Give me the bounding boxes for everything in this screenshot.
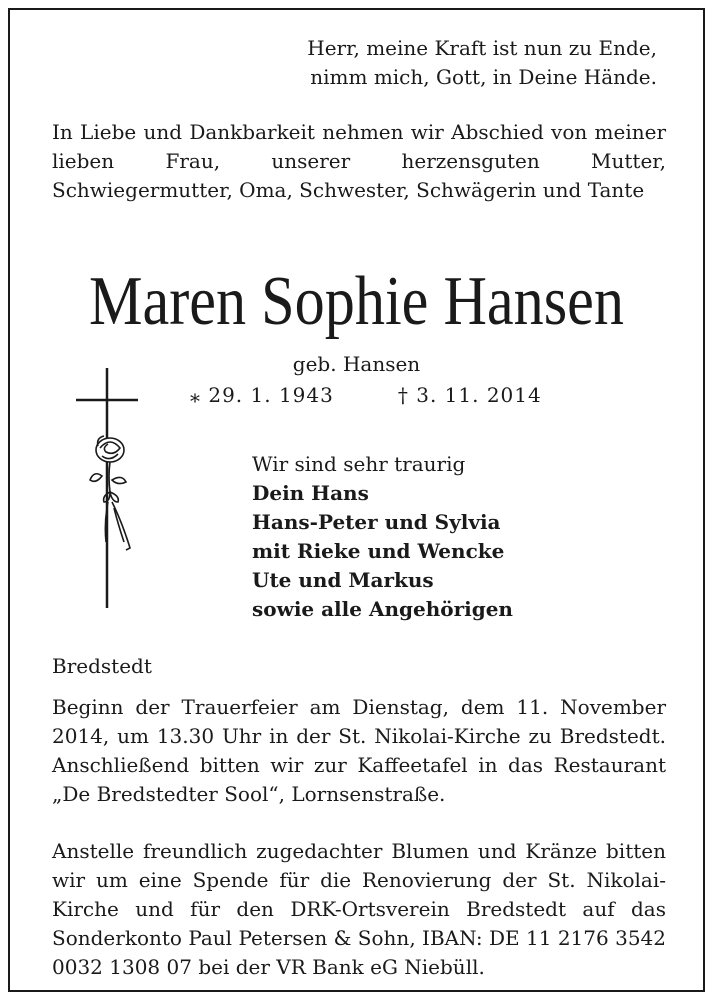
funeral-notice: Beginn der Trauerfeier am Dienstag, dem 11. November 2014, um 13.30 Uhr in der St. Nikolai-Kirche zu Bredstedt. Anschließend bitten wir zur Kaffeetafel in das Restaurant „De Bredstedter Sool“, Lornsenstraße. — [52, 695, 666, 806]
life-dates — [190, 380, 542, 410]
cross-with-rose-icon — [72, 358, 142, 608]
mourner-1: Dein Hans — [252, 481, 369, 505]
mourners-lead: Wir sind sehr traurig — [252, 452, 466, 476]
mourner-4: Ute und Markus — [252, 568, 434, 592]
donation-notice: Anstelle freundlich zugedachter Blumen und Kränze bitten wir um eine Spende für die Renovierung der St. Nikolai-Kirche und für den DRK-Ortsverein Bredstedt auf das Sonderkonto Paul Petersen & Sohn, IBAN: DE 11 2176 3542 0032 1308 07 bei der VR Bank eG Niebüll. — [52, 839, 666, 979]
birth-name: geb. Hansen — [292, 352, 421, 376]
intro-text: In Liebe und Dankbarkeit nehmen wir Abschied von meiner lieben Frau, unserer herzensguten Mutter, Schwiegermutter, Oma, Schwester, Schwägerin und Tante — [52, 120, 666, 202]
mourners-list — [252, 450, 513, 624]
mourner-5: sowie alle Angehörigen — [252, 597, 513, 621]
mourner-3: mit Rieke und Wencke — [252, 539, 505, 563]
deceased-name: Maren Sophie Hansen — [88, 263, 624, 340]
motto-line-2: nimm mich, Gott, in Deine Hände. — [310, 65, 657, 89]
mourner-2: Hans-Peter und Sylvia — [252, 510, 501, 534]
obituary-notice — [8, 8, 705, 992]
place-name: Bredstedt — [52, 654, 152, 678]
motto-verse — [307, 34, 657, 92]
death-date: † 3. 11. 2014 — [397, 383, 542, 407]
motto-line-1: Herr, meine Kraft ist nun zu Ende, — [307, 36, 657, 60]
birth-date: ⁎ 29. 1. 1943 — [190, 383, 334, 407]
